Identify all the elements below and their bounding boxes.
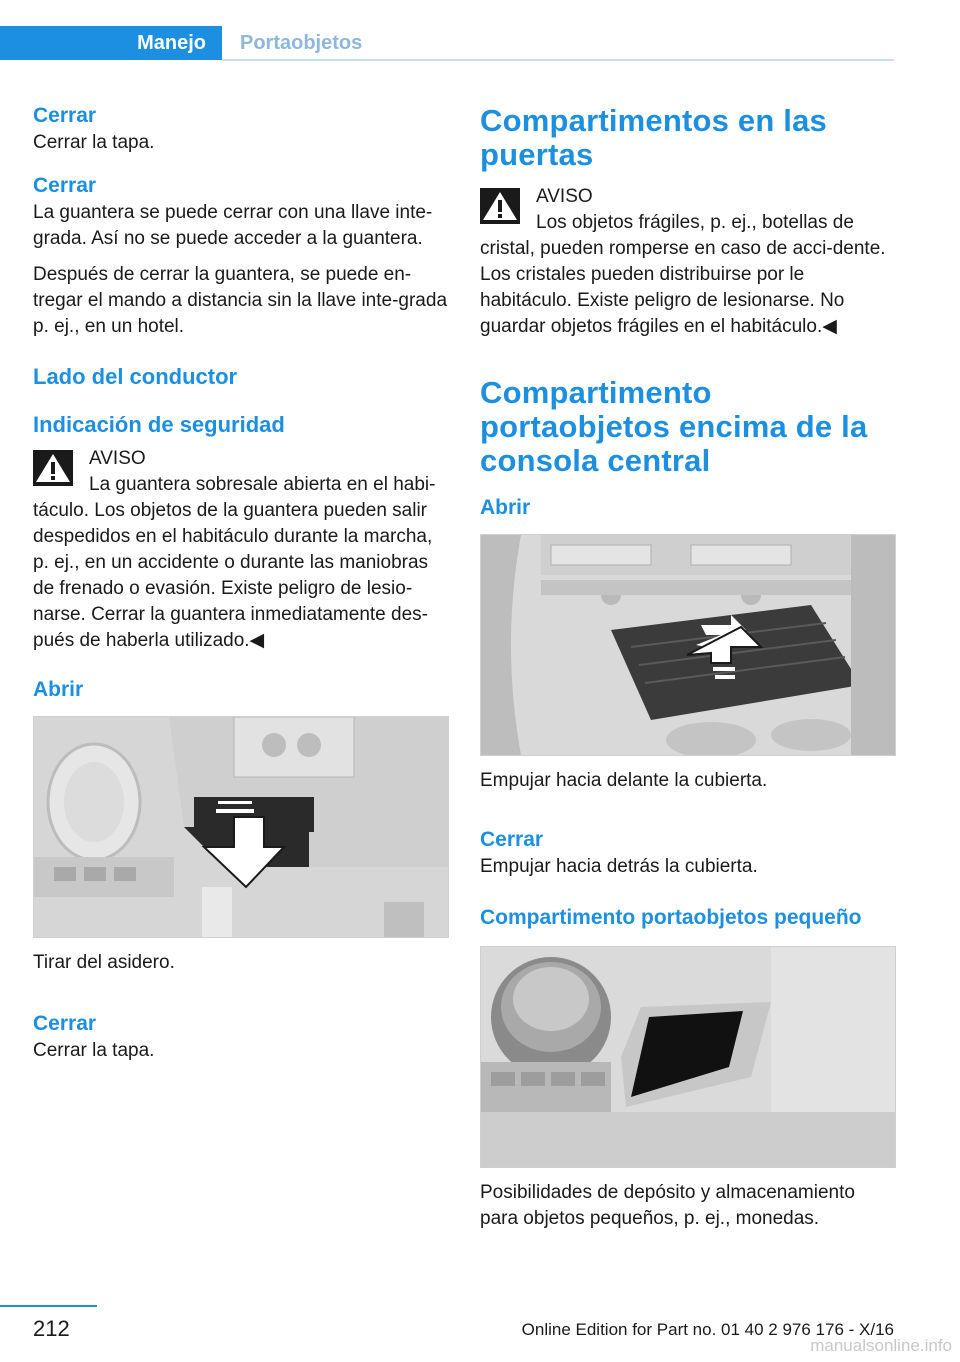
caption-abrir-left: Tirar del asidero. <box>33 952 175 973</box>
heading-abrir-right: Abrir <box>480 496 531 519</box>
warning-first-line-left: La guantera sobresale abierta en el habi‐ <box>89 474 436 495</box>
glovebox-illustration <box>34 717 448 937</box>
warning-triangle-icon <box>33 450 73 486</box>
warning-title-left: AVISO <box>89 448 146 469</box>
heading-pequeno: Compartimento portaobjetos pequeño <box>480 906 862 929</box>
heading-cerrar-3: Cerrar <box>33 1012 97 1035</box>
text-cerrar-2a: La guantera se puede cerrar con una llave inte‐grada. Así no se puede acceder a la guantera. <box>33 202 433 249</box>
heading-lado-conductor: Lado del conductor <box>33 364 238 389</box>
console-cover-illustration <box>481 535 895 755</box>
caption-abrir-right: Empujar hacia delante la cubierta. <box>480 770 768 791</box>
section-tab: Manejo <box>0 26 222 60</box>
warning-text-right: cristal, pueden romperse en caso de acci‐dente. Los cristales pueden distribuirse por le habitáculo. Existe peligro de lesionarse. No guardar objetos frágiles en el habitáculo.◀ <box>480 238 886 337</box>
glovebox-figure <box>33 716 449 938</box>
edition-text: Online Edition for Part no. 01 40 2 976 176 - X/16 <box>521 1320 894 1339</box>
page-number: 212 <box>33 1316 70 1341</box>
heading-compartimentos-puertas: Compartimentos en las puertas <box>480 103 828 172</box>
header-rule <box>222 59 894 61</box>
warning-triangle-icon <box>480 188 520 224</box>
console-cover-figure <box>480 534 896 756</box>
heading-indicacion-seguridad: Indicación de seguridad <box>33 412 285 437</box>
heading-abrir-left: Abrir <box>33 678 84 701</box>
heading-consola-central: Compartimento portaobjetos encima de la consola central <box>480 375 868 478</box>
heading-cerrar-2: Cerrar <box>33 174 97 197</box>
right-column <box>480 100 895 1232</box>
warning-text-left: táculo. Los objetos de la guantera pueden salir despedidos en el habitáculo durante la marcha, p. ej., en un accidente o durante las maniobras de frenado o evasión. Existe peligro de lesio‐narse. Cerrar la guantera inmediatamente des‐pués de haberla utilizado.◀ <box>33 500 433 651</box>
small-tray-illustration <box>481 947 895 1167</box>
warning-block-right <box>480 184 895 340</box>
text-cerrar-1: Cerrar la tapa. <box>33 132 155 153</box>
warning-block-left <box>33 446 448 654</box>
warning-title-right: AVISO <box>536 186 593 207</box>
small-tray-figure <box>480 946 896 1168</box>
footer-rule <box>0 1305 97 1307</box>
heading-cerrar-right: Cerrar <box>480 828 544 851</box>
warning-first-line-right: Los objetos frágiles, p. ej., botellas de <box>536 212 854 233</box>
watermark-text: manualsonline.info <box>810 1336 952 1355</box>
page-header <box>0 26 894 60</box>
text-cerrar-3: Cerrar la tapa. <box>33 1040 155 1061</box>
left-column <box>33 100 448 1064</box>
subsection-tab: Portaobjetos <box>240 32 363 54</box>
heading-cerrar-1: Cerrar <box>33 104 97 127</box>
text-cerrar-2b: Después de cerrar la guantera, se puede en‐tregar el mando a distancia sin la llave inte‐grada p. ej., en un hotel. <box>33 264 448 337</box>
text-cerrar-right: Empujar hacia detrás la cubierta. <box>480 856 758 877</box>
caption-pequeno: Posibilidades de depósito y almacenamiento para objetos pequeños, p. ej., monedas. <box>480 1182 855 1229</box>
